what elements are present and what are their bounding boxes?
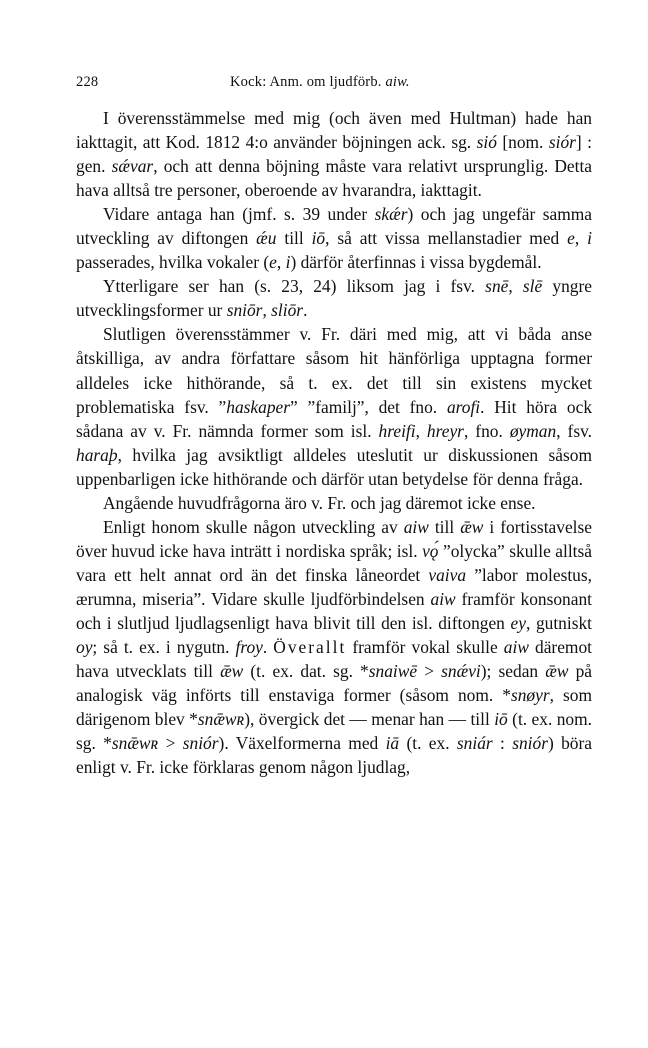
paragraph: Enligt honom skulle någon utveckling av aiw till ǣw i fortisstavelse över huvud icke hava inträtt i nordiska språk; isl. vǫ́ ”olycka” skulle alltså vara ett helt annat ord än det finska låneordet vaiva ”labor molestus, ærumna, miseria”. Vidare skulle ljudförbindelsen aiw framför konsonant och i slutljud ljudlagsenligt hava blivit till den isl. diftongen ey, gutniskt oy; så t. ex. i nygutn. froy. Överallt framför vokal skulle aiw däremot hava utvecklats till ǣw (t. ex. dat. sg. *snaiwē > snǽvi); sedan ǣw på analogisk väg införts till enstaviga former (såsom nom. *snøyr, som därigenom blev *snǣwʀ), övergick det — menar han — till iō (t. ex. nom. sg. *snǣwʀ > sniór). Växelformerna med iā (t. ex. sniár : sniór) böra enligt v. Fr. icke förklaras genom någon ljudlag, <box>76 516 593 778</box>
running-title: Kock: Anm. om ljudförb. <box>230 74 382 90</box>
running-title-italic: aiw. <box>385 74 410 90</box>
running-head <box>230 74 410 91</box>
body-text <box>76 106 592 779</box>
book-page <box>76 74 592 779</box>
page-number: 228 <box>76 74 99 90</box>
paragraph: Vidare antaga han (jmf. s. 39 under skǽr) och jag ungefär samma utveckling av diftongen ǽu till iō, så att vissa mellanstadier med e, i passerades, hvilka vokaler (e, i) därför återfinnas i vissa bygdemål. <box>76 204 592 273</box>
paragraph: Ytterligare ser han (s. 23, 24) liksom jag i fsv. snē, slē yngre utvecklingsformer ur sniōr, sliōr. <box>76 276 592 321</box>
paragraph: Angående huvudfrågorna äro v. Fr. och jag däremot icke ense. <box>103 492 536 513</box>
paragraph: I överensstämmelse med mig (och även med Hultman) hade han iakttagit, att Kod. 1812 4:o använder böjningen ack. sg. sió [nom. siór] : gen. sǽvar, och att denna böjning måste vara relativt ursprunglig. Detta hava alltså tre personer, oberoende av hvarandra, iakttagit. <box>76 108 592 201</box>
paragraph: Slutligen överensstämmer v. Fr. däri med mig, att vi båda anse åtskilliga, av andra författare såsom hit hänförliga upptagna former alldeles icke hithörande, så t. ex. det till sin existens mycket problematiska fsv. ”haskaper” ”familj”, det fno. arofi. Hit höra ock sådana av v. Fr. nämnda former som isl. hreifi, hreyr, fno. øyman, fsv. haraþ, hvilka jag avsiktligt alldeles uteslutit ur diskussionen såsom uppenbarligen icke hithörande och därför utan betydelse för denna fråga. <box>76 324 593 489</box>
page-header <box>76 74 592 98</box>
